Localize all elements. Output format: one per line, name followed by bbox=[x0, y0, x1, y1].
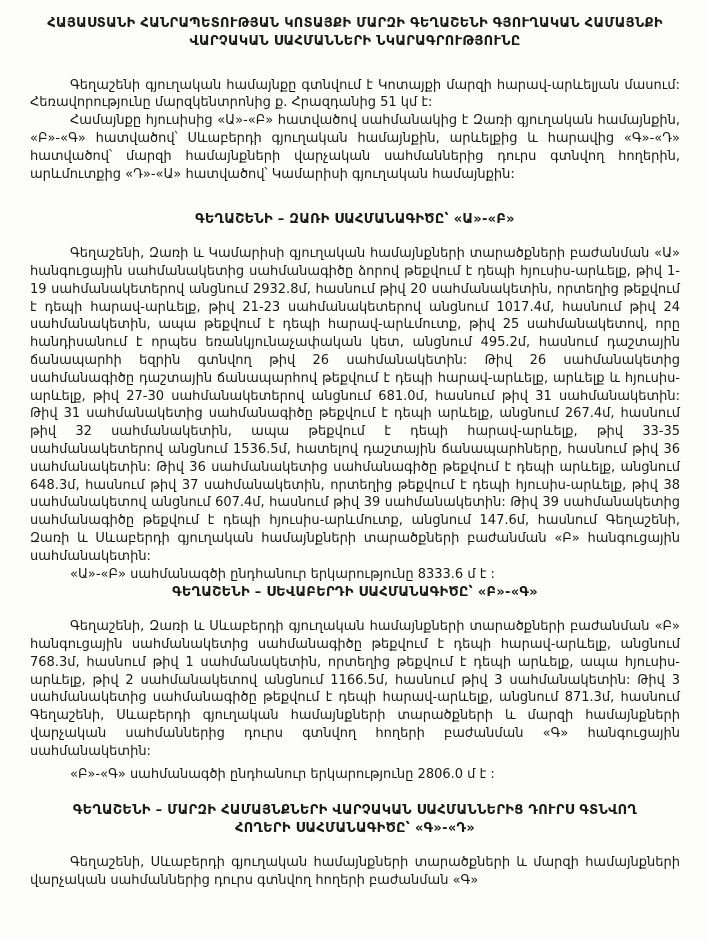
section-heading-g-d-line-1: ԳԵՂԱՇԵՆԻ – ՄԱՐԶԻ ՀԱՄԱՅՆՔՆԵՐԻ ՎԱՐՉԱԿԱՆ ՍԱՀՄԱՆՆԵՐԻՑ ԴՈՒՐՍ ԳՏՆՎՈՂ bbox=[72, 803, 638, 819]
section-body-g-d: Գեղաշենի, Սևաբերդի գյուղական համայնքների տարածքների և մարզի համայնքների վարչական սահմաններից դուրս գտնվող հողերի բաժանման «Գ» bbox=[30, 854, 680, 888]
section-heading-b-g-line-1: ԳԵՂԱՇԵՆԻ – ՍԵՎԱԲԵՐԴԻ ՍԱՀՄԱՆԱԳԻԾԸ՝ «Բ»-«Գ» bbox=[172, 585, 538, 601]
intro-paragraph-borders: Համայնքը հյուսիսից «Ա»-«Բ» հատվածով սահմանակից է Զառի գյուղական համայնքին, «Բ»-«Գ» հատվածով՝ Սևաբերդի գյուղական համայնքին, արևելքից և հարավից «Գ»-«Դ» հատվածով՝ մարզի համայնքների վարչական սահմաններից դուրս գտնվող հողերին, արևմուտքից «Դ»-«Ա» հատվածով՝ Կամարիսի գյուղական համայնքին: bbox=[30, 113, 680, 182]
document-title-line-1: ՀԱՅԱՍՏԱՆԻ ՀԱՆՐԱՊԵՏՈՒԹՅԱՆ ԿՈՏԱՅՔԻ ՄԱՐԶԻ ԳԵՂԱՇԵՆԻ ԳՅՈՒՂԱԿԱՆ ՀԱՄԱՅՆՔԻ bbox=[47, 16, 663, 31]
section-heading-a-b bbox=[36, 211, 674, 229]
section-body-b-g: Գեղաշենի, Զառի և Սևաբերդի գյուղական համայնքների տարածքների բաժանման «Բ» հանգուցային սահմանակետից սահմանագիծը թեքվում է դեպի հարավ-արևելք, անցնում 768.3մ, հասնում թիվ 1 սահմանակետին, որտեղից թեքվում է դեպի արևելք, ապա հյուսիս-արևելք, թիվ 2 սահմանակետով անցնում 1166.5մ, հասնում թիվ 3 սահմանակետին: Թիվ 3 սահմանակետից սահմանագիծը թեքվում է դեպի հարավ-արևելք, անցնում 871.3մ, հասնում Գեղաշենի, Սևաբերդի գյուղական համայնքների տարածքների և մարզի համայնքների վարչական սահմաններից դուրս գտնվող հողերի բաժանման «Գ» հանգուցային սահմանակետին: bbox=[30, 619, 680, 759]
section-heading-b-g bbox=[36, 584, 674, 602]
section-body-a-b: Գեղաշենի, Զառի և Կամարիսի գյուղական համայնքների տարածքների բաժանման «Ա» հանգուցային սահմանակետից սահմանագիծը ձորով թեքվում է դեպի հյուսիս-արևելք, թիվ 1-19 սահմանակետերով անցնում 2932.8մ, հասնում թիվ 20 սահմանակետին, որտեղից թեքվում է դեպի հարավ-արևելք, թիվ 21-23 սահմանակետերով անցնում 1017.4մ, հասնում թիվ 24 սահմանակետին, ապա թեքվում է դեպի հարավ-արևմուտք, թիվ 25 սահմանակետով, որը հանդիսանում է որպես եռանկյունաչափական կետ, անցնում 495.2մ, հասնում դաշտային ճանապարհի եզրին գտնվող թիվ 26 սահմանակետին: Թիվ 26 սահմանակետից սահմանագիծը դաշտային ճանապարհով թեքվում է դեպի հարավ-արևելք, արևելք և հյուսիս-արևելք, թիվ 27-30 սահմանակետերով անցնում 681.0մ, հասնում թիվ 31 սահմանակետին: Թիվ 31 սահմանակետից սահմանագիծը թեքվում է դեպի արևելք, անցնում 267.4մ, հասնում թիվ 32 սահմանակետին, ապա թեքվում է դեպի հարավ-արևելք, թիվ 33-35 սահմանակետերով անցնում 1536.5մ, հատելով դաշտային ճանապարհները, հասնում թիվ 36 սահմանակետին: Թիվ 36 սահմանակետից սահմանագիծը թեքվում է դեպի արևելք, անցնում 648.3մ, հասնում թիվ 37 սահմանակետին, որտեղից թեքվում է դեպի հյուսիս-արևելք, թիվ 38 սահմանակետով անցնում 607.4մ, հասնում թիվ 39 սահմանակետին: Թիվ 39 սահմանակետից սահմանագիծը թեքվում է դեպի հյուսիս-արևմուտք, անցնում 147.6մ, հասնում Գեղաշենի, Զառի և Սևաբերդի գյուղական համայնքների տարածքների բաժանման «Բ» հանգուցային սահմանակետին: bbox=[30, 246, 680, 564]
section-heading-g-d-line-2: ՀՈՂԵՐԻ ՍԱՀՄԱՆԱԳԻԾԸ՝ «Գ»-«Դ» bbox=[234, 821, 476, 837]
section-total-length-b-g: «Բ»-«Գ» սահմանագծի ընդհանուր երկարությունը 2806.0 մ է : bbox=[70, 767, 495, 783]
document-title bbox=[44, 15, 666, 51]
document-title-line-2: ՎԱՐՉԱԿԱՆ ՍԱՀՄԱՆՆԵՐԻ ՆԿԱՐԱԳՐՈՒԹՅՈՒՆԸ bbox=[189, 33, 521, 49]
section-heading-g-d bbox=[36, 802, 674, 838]
intro-paragraph-location: Գեղաշենի գյուղական համայնքը գտնվում է Կոտայքի մարզի հարավ-արևելյան մասում: Հեռավորությունը մարզկենտրոնից ք. Հրազդանից 51 կմ է: bbox=[30, 77, 680, 111]
section-heading-a-b-line-1: ԳԵՂԱՇԵՆԻ – ԶԱՌԻ ՍԱՀՄԱՆԱԳԻԾԸ՝ «Ա»-«Բ» bbox=[195, 212, 515, 228]
section-total-length-a-b: «Ա»-«Բ» սահմանագծի ընդհանուր երկարությունը 8333.6 մ է : bbox=[70, 566, 495, 582]
